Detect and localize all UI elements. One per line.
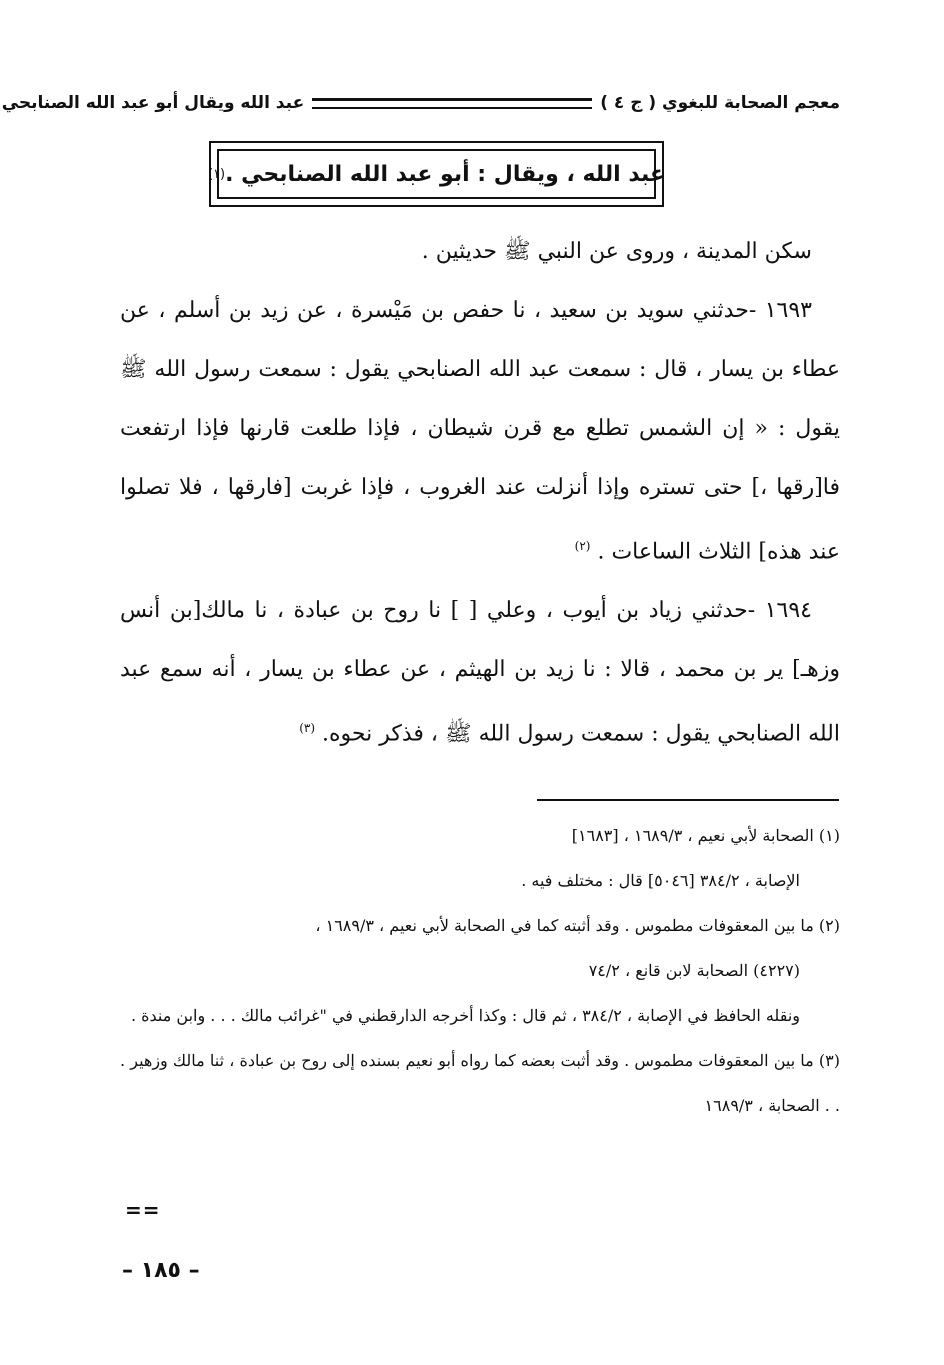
main-text <box>120 222 840 764</box>
footnote-ref: (٢) <box>574 539 591 553</box>
footnote-continuation: ونقله الحافظ في الإصابة ، ٣٨٤/٢ ، ثم قال : وكذا أخرجه الدارقطني في "غرائب مالك . . . وابن مندة . <box>130 1006 800 1025</box>
end-marker: == <box>125 1198 161 1222</box>
book-title: معجم الصحابة للبغوي ( ج ٤ ) <box>600 93 840 113</box>
footnote-ref: (١) <box>207 166 226 182</box>
hadith-paragraph <box>120 581 840 763</box>
footnote-continuation: (٤٢٢٧) الصحابة لابن قانع ، ٧٤/٢ <box>588 961 800 980</box>
running-header <box>1 86 840 120</box>
hadith-text: ١٦٩٤ -حدثني زياد بن أيوب ، وعلي [ ] نا روح بن عبادة ، نا مالك[بن أنس وزهـ] ير بن محمد ، قالا : نا زيد بن الهيثم ، عن عطاء بن يسار ، أنه سمع عبد الله الصنابحي يقول : سمعت رسول الله ﷺ ، فذكر نحوه. <box>120 598 840 747</box>
entry-title-text: عبد الله ، ويقال : أبو عبد الله الصنابحي . <box>225 161 666 187</box>
intro-line: سكن المدينة ، وروى عن النبي ﷺ حديثين . <box>421 239 812 264</box>
hadith-paragraph <box>120 281 840 581</box>
footnote: (٢) ما بين المعقوفات مطموس . وقد أثبته كما في الصحابة لأبي نعيم ، ١٦٨٩/٣ ، <box>315 916 840 935</box>
footnote-separator <box>537 799 839 801</box>
entry-title-frame <box>209 141 664 207</box>
footnotes <box>120 813 840 1128</box>
hadith-text: ١٦٩٣ -حدثني سويد بن سعيد ، نا حفص بن مَيْسرة ، عن زيد بن أسلم ، عن عطاء بن يسار ، قال : سمعت عبد الله الصنابحي يقول : سمعت رسول الله ﷺ يقول : « إن الشمس تطلع مع قرن شيطان ، فإذا طلعت قارنها فإذا ارتفعت فا[رقها ،] حتى تستره وإذا أنزلت عند الغروب ، فإذا غربت [فارقها ، فلا تصلوا عند هذه] الثلاث الساعات . <box>120 298 840 565</box>
footnote-ref: (٣) <box>299 721 316 736</box>
footnote-continuation: الإصابة ، ٣٨٤/٢ [٥٠٤٦] قال : مختلف فيه . <box>521 871 800 890</box>
footnote: (١) الصحابة لأبي نعيم ، ١٦٨٩/٣ ، [١٦٨٣] <box>571 826 840 845</box>
section-title: عبد الله ويقال أبو عبد الله الصنابحي <box>1 93 305 113</box>
header-rule <box>312 98 592 109</box>
footnote: (٣) ما بين المعقوفات مطموس . وقد أثبت بعضه كما رواه أبو نعيم بسنده إلى روح بن عبادة ، ثنا مالك وزهير . . . الصحابة ، ١٦٨٩/٣ <box>120 1051 840 1115</box>
entry-title <box>207 149 666 199</box>
page-number: – ١٨٥ – <box>122 1258 200 1283</box>
